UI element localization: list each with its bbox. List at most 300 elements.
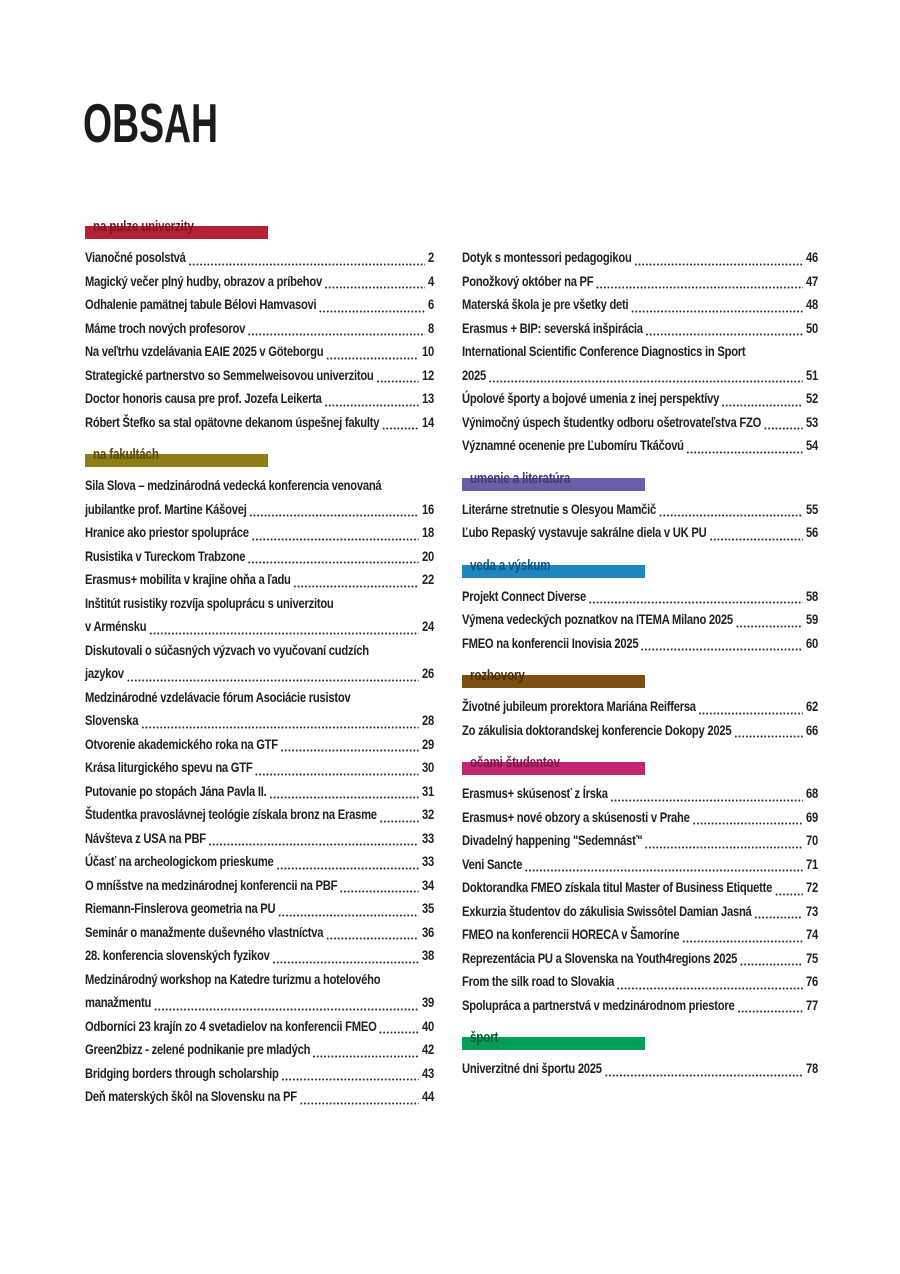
dot-leader — [488, 380, 802, 383]
toc-entry-line — [85, 709, 434, 733]
toc-entry-line — [462, 876, 818, 900]
page-number: 4 — [428, 272, 434, 289]
entry-text: Odborníci 23 krajín zo 4 svetadielov na konferencii FMEO — [85, 1017, 377, 1034]
toc-entry — [462, 970, 818, 994]
toc-entry-line — [462, 947, 818, 971]
entry-text: International Scientific Conference Diagnostics in Sport — [462, 343, 746, 359]
page-number: 78 — [806, 1060, 818, 1076]
dot-leader — [319, 310, 425, 313]
toc-entry-line — [85, 340, 434, 364]
page-number: 2 — [428, 249, 434, 265]
toc-entry-line — [85, 411, 434, 435]
section-bar — [462, 755, 645, 775]
entry-text: Výmena vedeckých poznatkov na ITEMA Milano 2025 — [462, 611, 733, 627]
toc-entry — [462, 994, 818, 1018]
dot-leader — [604, 1074, 803, 1077]
entry-text: Dotyk s montessori pedagogikou — [462, 249, 632, 265]
toc-entry-line — [85, 364, 434, 388]
toc-entry-line — [85, 1085, 434, 1109]
dot-leader — [740, 963, 803, 966]
entry-text: Literárne stretnutie s Olesyou Mamčič — [462, 500, 657, 517]
toc-entry — [85, 317, 434, 341]
toc-entry-line — [462, 1057, 818, 1081]
toc-entry-line — [462, 970, 818, 994]
page-number: 35 — [422, 900, 434, 916]
page-number: 18 — [422, 524, 434, 540]
dot-leader — [379, 1031, 419, 1034]
entry-text: Doctor honoris causa pre prof. Jozefa Leikerta — [85, 390, 322, 406]
toc-entry-line — [85, 874, 434, 898]
page-number: 42 — [422, 1041, 434, 1057]
toc-entry — [85, 521, 434, 545]
page-number: 74 — [806, 926, 818, 942]
toc-entry-line — [85, 639, 434, 663]
page-number: 58 — [806, 587, 818, 604]
toc-entry — [85, 568, 434, 592]
entry-text: Projekt Connect Diverse — [462, 587, 586, 604]
toc-entry — [85, 874, 434, 898]
toc-entry — [85, 850, 434, 874]
page-number: 30 — [422, 759, 434, 775]
entry-text: Veni Sancte — [462, 855, 523, 872]
toc-entry-line — [85, 545, 434, 569]
dot-leader — [188, 263, 425, 266]
toc-entry-line — [462, 608, 818, 632]
page-number: 14 — [422, 413, 434, 430]
dot-leader — [610, 799, 803, 802]
page-number: 38 — [422, 947, 434, 963]
dot-leader — [754, 916, 803, 919]
page-number: 40 — [422, 1017, 434, 1034]
page-number: 33 — [422, 853, 434, 869]
section-bar — [85, 219, 268, 239]
toc-entry-line — [462, 806, 818, 830]
toc-entry-line — [85, 387, 434, 411]
toc-entry-line — [462, 695, 818, 719]
dot-leader — [634, 263, 803, 266]
toc-entry — [462, 719, 818, 743]
page-number: 12 — [422, 366, 434, 383]
toc-entry — [85, 968, 434, 1015]
page-number: 55 — [806, 500, 818, 517]
toc-section — [462, 755, 818, 1017]
toc-entry — [85, 474, 434, 521]
entry-text: Študentka pravoslávnej teológie získala bronz na Erasme — [85, 806, 377, 822]
toc-section — [462, 226, 818, 458]
toc-entry-line — [85, 756, 434, 780]
page-number: 70 — [806, 832, 818, 848]
toc-entry — [85, 246, 434, 270]
section-bar — [462, 557, 645, 578]
page-number: 66 — [806, 721, 818, 738]
toc-entry-line — [85, 686, 434, 710]
dot-leader — [737, 1010, 803, 1013]
page-number: 28 — [422, 712, 434, 728]
dot-leader — [324, 404, 419, 407]
entry-text: Spolupráca a partnerstvá v medzinárodnom priestore — [462, 996, 735, 1013]
page-number: 54 — [806, 437, 818, 453]
dot-leader — [735, 625, 803, 628]
entry-text: jazykov — [85, 665, 124, 681]
toc-entry-line — [462, 498, 818, 522]
page-number: 36 — [422, 923, 434, 940]
entry-text: v Arménsku — [85, 618, 147, 634]
entry-text: Návšteva z USA na PBF — [85, 829, 206, 846]
page-number: 39 — [422, 994, 434, 1010]
dot-leader — [326, 937, 419, 940]
dot-leader — [340, 890, 419, 893]
toc-entry — [85, 944, 434, 968]
dot-leader — [379, 820, 419, 823]
entry-text: Exkurzia študentov do zákulisia Swissôtel Damian Jasná — [462, 902, 752, 919]
dot-leader — [645, 333, 803, 336]
toc-entry-line — [85, 1038, 434, 1062]
section-label: šport — [470, 1030, 499, 1046]
dot-leader — [278, 914, 419, 917]
entry-text: Seminár o manažmente duševného vlastníctva — [85, 923, 324, 940]
entry-text: Strategické partnerstvo so Semmelweisovou univerzitou — [85, 366, 374, 383]
entry-text: Róbert Štefko sa stal opätovne dekanom úspešnej fakulty — [85, 413, 380, 430]
dot-leader — [272, 961, 419, 964]
toc-entry-line — [462, 434, 818, 458]
toc-entry-line — [85, 317, 434, 341]
entry-text: Vianočné posolstvá — [85, 249, 186, 265]
toc-entry — [462, 608, 818, 632]
dot-leader — [248, 561, 419, 564]
dot-leader — [126, 679, 419, 682]
page-number: 29 — [422, 735, 434, 752]
toc-entry — [462, 853, 818, 877]
dot-leader — [208, 843, 419, 846]
toc-entry — [85, 1062, 434, 1086]
page-number: 32 — [422, 806, 434, 822]
section-label: umenie a literatúra — [470, 470, 571, 487]
page-number: 26 — [422, 665, 434, 681]
page-number: 77 — [806, 996, 818, 1013]
toc-entry — [462, 947, 818, 971]
toc-entry-line — [85, 568, 434, 592]
page-number: 47 — [806, 272, 818, 289]
toc-entry-line — [85, 803, 434, 827]
toc-entry-line — [85, 733, 434, 757]
section-label: rozhovory — [470, 668, 525, 684]
entry-text: Medzinárodné vzdelávacie fórum Asociácie rusistov — [85, 688, 351, 705]
page-number: 69 — [806, 808, 818, 825]
section-label: na pulze univerzity — [93, 219, 194, 235]
toc-entry-line — [85, 827, 434, 851]
toc-entry — [85, 592, 434, 639]
entry-text: Erasmus+ nové obzory a skúsenosti v Prahe — [462, 808, 690, 825]
page-number: 6 — [428, 296, 434, 312]
dot-leader — [247, 333, 424, 336]
toc-entry — [462, 434, 818, 458]
entry-text: Krása liturgického spevu na GTF — [85, 759, 253, 775]
dot-leader — [313, 1055, 419, 1058]
toc-entry-line — [462, 994, 818, 1018]
toc-entry-line — [85, 293, 434, 317]
entry-text: Riemann-Finslerova geometria na PU — [85, 900, 276, 916]
entry-text: manažmentu — [85, 994, 152, 1010]
toc-entry — [462, 340, 818, 387]
entry-text: Odhalenie pamätnej tabule Bélovi Hamvasovi — [85, 296, 317, 312]
section-bar — [462, 668, 645, 688]
toc-entry-line — [462, 632, 818, 656]
dot-leader — [596, 286, 803, 289]
dot-leader — [641, 648, 803, 651]
page-number: 68 — [806, 785, 818, 801]
entry-text: FMEO na konferencii Inovisia 2025 — [462, 634, 639, 651]
toc-entry — [85, 1015, 434, 1039]
dot-leader — [141, 726, 419, 729]
page-number: 73 — [806, 902, 818, 919]
toc-entry — [85, 270, 434, 294]
toc-entry-line — [85, 662, 434, 686]
toc-entry-line — [462, 853, 818, 877]
page-number: 56 — [806, 524, 818, 540]
entry-text: Otvorenie akademického roka na GTF — [85, 735, 278, 752]
section-bar — [462, 470, 645, 491]
toc-entry — [85, 686, 434, 733]
entry-text: jubilantke prof. Martine Kášovej — [85, 500, 247, 517]
dot-leader — [692, 822, 803, 825]
entry-text: Slovenska — [85, 712, 139, 728]
toc-entry — [462, 246, 818, 270]
toc-entry — [462, 782, 818, 806]
section-label: veda a výskum — [470, 557, 551, 574]
toc-entry — [462, 1057, 818, 1081]
dot-leader — [276, 867, 419, 870]
entry-text: Inštitút rusistiky rozvíja spoluprácu s univerzitou — [85, 594, 334, 611]
entry-text: Na veľtrhu vzdelávania EAIE 2025 v Göteborgu — [85, 343, 324, 359]
page-number: 76 — [806, 973, 818, 989]
page-number: 24 — [422, 618, 434, 634]
page-number: 16 — [422, 500, 434, 517]
toc-entry — [85, 1038, 434, 1062]
dot-leader — [722, 404, 803, 407]
entry-text: Zo zákulisia doktorandskej konferencie Dokopy 2025 — [462, 721, 732, 738]
page-number: 10 — [422, 343, 434, 359]
toc-section — [462, 470, 818, 545]
page-number: 13 — [422, 390, 434, 406]
entry-text: Erasmus+ mobilita v krajine ohňa a ľadu — [85, 571, 291, 587]
toc-entry — [462, 806, 818, 830]
page-number: 53 — [806, 413, 818, 430]
entry-text: Rusistika v Tureckom Trabzone — [85, 547, 246, 564]
page-number: 31 — [422, 782, 434, 799]
toc-entry-line — [462, 364, 818, 388]
page-number: 62 — [806, 698, 818, 714]
toc-column-right — [462, 226, 818, 1081]
toc-entry — [85, 921, 434, 945]
toc-entry-line — [85, 521, 434, 545]
dot-leader — [682, 940, 803, 943]
dot-leader — [658, 514, 802, 517]
page-number: 60 — [806, 634, 818, 651]
toc-entry — [85, 639, 434, 686]
toc-entry — [462, 411, 818, 435]
toc-entry — [85, 803, 434, 827]
toc-columns — [85, 219, 818, 1109]
toc-entry — [85, 756, 434, 780]
dot-leader — [299, 1102, 419, 1105]
section-label: na fakultách — [93, 447, 159, 463]
dot-leader — [326, 357, 419, 360]
entry-text: Významné ocenenie pre Ľubomíru Tkáčovú — [462, 437, 684, 453]
dot-leader — [293, 585, 419, 588]
toc-section — [462, 1030, 818, 1081]
page-number: 72 — [806, 879, 818, 895]
dot-leader — [774, 893, 802, 896]
entry-text: Doktorandka FMEO získala titul Master of Business Etiquette — [462, 879, 773, 895]
toc-entry-line — [85, 1062, 434, 1086]
toc-entry-line — [85, 246, 434, 270]
entry-text: Máme troch nových profesorov — [85, 319, 246, 336]
toc-entry — [462, 900, 818, 924]
toc-entry-line — [85, 897, 434, 921]
dot-leader — [149, 632, 419, 635]
toc-entry — [462, 876, 818, 900]
page-number: 50 — [806, 319, 818, 336]
page-title: OBSAH — [83, 92, 219, 154]
dot-leader — [686, 451, 803, 454]
toc-entry-line — [462, 340, 818, 364]
dot-leader — [382, 427, 419, 430]
entry-text: Univerzitné dni športu 2025 — [462, 1060, 602, 1076]
entry-text: FMEO na konferencii HORECA v Šamoríne — [462, 926, 680, 942]
toc-entry-line — [462, 293, 818, 317]
toc-entry-line — [85, 1015, 434, 1039]
dot-leader — [269, 796, 419, 799]
page-number: 51 — [806, 366, 818, 383]
dot-leader — [280, 749, 419, 752]
entry-text: 28. konferencia slovenských fyzikov — [85, 947, 270, 963]
entry-text: O mníšstve na medzinárodnej konferencii na PBF — [85, 876, 338, 893]
toc-entry — [462, 317, 818, 341]
entry-text: Materská škola je pre všetky deti — [462, 296, 629, 312]
toc-entry — [85, 897, 434, 921]
page-number: 44 — [422, 1088, 434, 1104]
toc-entry — [462, 270, 818, 294]
toc-entry — [85, 387, 434, 411]
page-number: 52 — [806, 390, 818, 406]
entry-text: Bridging borders through scholarship — [85, 1064, 279, 1081]
entry-text: Putovanie po stopách Jána Pavla II. — [85, 782, 267, 799]
toc-entry-line — [462, 719, 818, 743]
page-number: 33 — [422, 829, 434, 846]
dot-leader — [588, 601, 802, 604]
dot-leader — [255, 773, 419, 776]
toc-entry-line — [85, 968, 434, 992]
dot-leader — [324, 286, 424, 289]
toc-entry-line — [462, 585, 818, 609]
toc-entry-line — [462, 387, 818, 411]
entry-text: Diskutovali o súčasných výzvach vo vyučovaní cudzích — [85, 641, 369, 658]
toc-entry-line — [462, 521, 818, 545]
entry-text: Magický večer plný hudby, obrazov a príbehov — [85, 272, 322, 289]
toc-section — [85, 219, 434, 434]
entry-text: Erasmus+ skúsenosť z Írska — [462, 785, 608, 801]
entry-text: Medzinárodný workshop na Katedre turizmu a hotelového — [85, 970, 381, 987]
toc-entry — [462, 585, 818, 609]
toc-entry — [85, 545, 434, 569]
toc-entry — [85, 780, 434, 804]
toc-entry-line — [85, 615, 434, 639]
entry-text: Ľubo Repaský vystavuje sakrálne diela v UK PU — [462, 524, 707, 540]
entry-text: From the silk road to Slovakia — [462, 973, 615, 989]
toc-section — [462, 668, 818, 742]
toc-entry-line — [85, 921, 434, 945]
dot-leader — [525, 869, 803, 872]
entry-text: Ponožkový október na PF — [462, 272, 594, 289]
page-number: 59 — [806, 611, 818, 627]
entry-text: 2025 — [462, 366, 486, 383]
toc-entry-line — [85, 592, 434, 616]
toc-entry — [85, 827, 434, 851]
toc-entry — [462, 829, 818, 853]
toc-column-left — [85, 219, 434, 1109]
toc-entry — [462, 923, 818, 947]
toc-entry — [462, 293, 818, 317]
page-number: 22 — [422, 571, 434, 587]
section-label: očami študentov — [470, 755, 560, 771]
dot-leader — [709, 538, 803, 541]
toc-entry — [462, 632, 818, 656]
toc-section — [85, 447, 434, 1109]
toc-entry-line — [462, 411, 818, 435]
entry-text: Divadelný happening "Sedemnásť" — [462, 832, 643, 848]
entry-text: Hranice ako priestor spolupráce — [85, 524, 249, 540]
page-number: 20 — [422, 547, 434, 564]
dot-leader — [281, 1078, 419, 1081]
entry-text: Erasmus + BIP: severská inšpirácia — [462, 319, 643, 336]
toc-entry — [462, 521, 818, 545]
dot-leader — [251, 538, 419, 541]
toc-section — [462, 557, 818, 656]
toc-entry-line — [85, 780, 434, 804]
toc-entry — [85, 733, 434, 757]
toc-entry-line — [462, 923, 818, 947]
page-number: 71 — [806, 855, 818, 872]
dot-leader — [249, 514, 419, 517]
entry-text: Deň materských škôl na Slovensku na PF — [85, 1088, 297, 1104]
toc-entry-line — [462, 900, 818, 924]
dot-leader — [631, 310, 803, 313]
page-number: 34 — [422, 876, 434, 893]
toc-entry-line — [462, 246, 818, 270]
entry-text: Sila Slova – medzinárodná vedecká konferencia venovaná — [85, 477, 382, 493]
page-number: 48 — [806, 296, 818, 312]
dot-leader — [763, 427, 802, 430]
toc-entry-line — [85, 991, 434, 1015]
section-bar — [462, 1030, 645, 1050]
toc-entry-line — [85, 270, 434, 294]
toc-entry — [85, 364, 434, 388]
dot-leader — [153, 1008, 418, 1011]
toc-entry-line — [462, 829, 818, 853]
toc-entry — [462, 695, 818, 719]
toc-entry-line — [462, 782, 818, 806]
toc-entry-line — [85, 498, 434, 522]
entry-text: Účasť na archeologickom prieskume — [85, 853, 274, 869]
toc-entry — [85, 340, 434, 364]
dot-leader — [617, 987, 803, 990]
toc-entry — [85, 411, 434, 435]
entry-text: Green2bizz - zelené podnikanie pre mladých — [85, 1041, 311, 1057]
dot-leader — [734, 735, 803, 738]
toc-entry — [85, 1085, 434, 1109]
toc-entry-line — [85, 850, 434, 874]
toc-entry-line — [85, 944, 434, 968]
